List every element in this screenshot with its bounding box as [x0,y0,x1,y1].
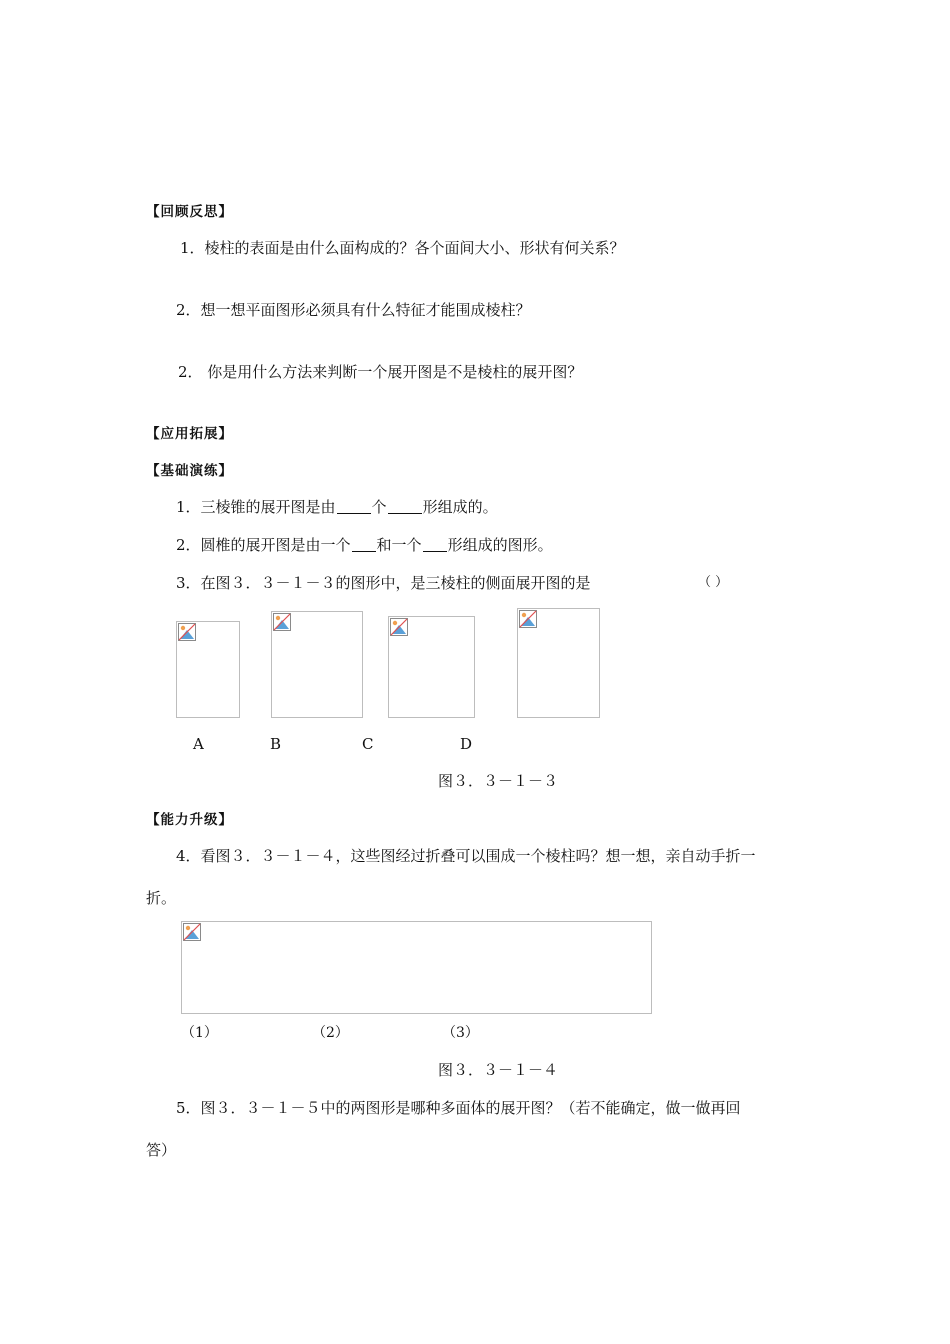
figure-label-3: （3） [442,1025,479,1041]
ability-question-5-line-2: 答） [146,1141,177,1159]
figure-label-2: （2） [312,1025,349,1041]
basic-q1-part-c: 形组成的。 [422,498,498,516]
basic-q1-part-a: 1．三棱锥的展开图是由 [176,498,336,516]
option-label-b: B [270,735,282,753]
figure-caption: 图３．３－１－４ [438,1061,559,1079]
figure-label-1: （1） [181,1025,218,1041]
section-heading-ability: 【能力升级】 [146,812,233,828]
section-heading-application: 【应用拓展】 [146,426,233,442]
section-heading-basic: 【基础演练】 [146,463,233,479]
broken-image-icon [178,623,196,641]
option-label-d: D [460,735,473,753]
basic-q2-part-c: 形组成的图形。 [447,536,553,554]
answer-blank[interactable] [388,499,422,514]
basic-q1-part-b: 个 [371,498,387,516]
review-question-3: 2． 你是用什么方法来判断一个展开图是不是棱柱的展开图？ [178,363,583,381]
basic-question-2 [176,535,553,555]
ability-question-4-line-2: 折。 [146,889,177,907]
answer-blank[interactable] [423,537,447,552]
answer-blank[interactable] [337,499,371,514]
basic-q2-part-b: 和一个 [376,536,422,554]
broken-image-icon [519,610,537,628]
broken-image-icon [183,923,201,941]
figure-caption: 图３．３－１－３ [438,772,559,790]
figure-option-d-image [517,608,600,718]
option-label-c: C [362,735,374,753]
review-question-1: 1．棱柱的表面是由什么面构成的？各个面间大小、形状有何关系？ [180,239,625,257]
figure-fold-nets-image [181,921,652,1014]
ability-question-4-line-1: 4．看图３．３－１－４，这些图经过折叠可以围成一个棱柱吗？想一想，亲自动手折一 [176,847,756,865]
figure-option-c-image [388,616,475,718]
ability-question-5-line-1: 5．图３．３－１－５中的两图形是哪种多面体的展开图？（若不能确定，做一做再回 [176,1099,741,1117]
answer-paren: （ ） [698,575,729,590]
figure-option-a-image [176,621,240,718]
basic-question-3: 3．在图３．３－１－３的图形中，是三棱柱的侧面展开图的是 [176,574,591,592]
broken-image-icon [390,618,408,636]
basic-q2-part-a: 2．圆椎的展开图是由一个 [176,536,351,554]
broken-image-icon [273,613,291,631]
answer-blank[interactable] [352,537,376,552]
section-heading-review: 【回顾反思】 [146,204,233,220]
figure-option-b-image [271,611,363,718]
review-question-2: 2．想一想平面图形必须具有什么特征才能围成棱柱？ [176,301,531,319]
option-label-a: A [193,735,204,753]
basic-question-1 [176,497,498,517]
